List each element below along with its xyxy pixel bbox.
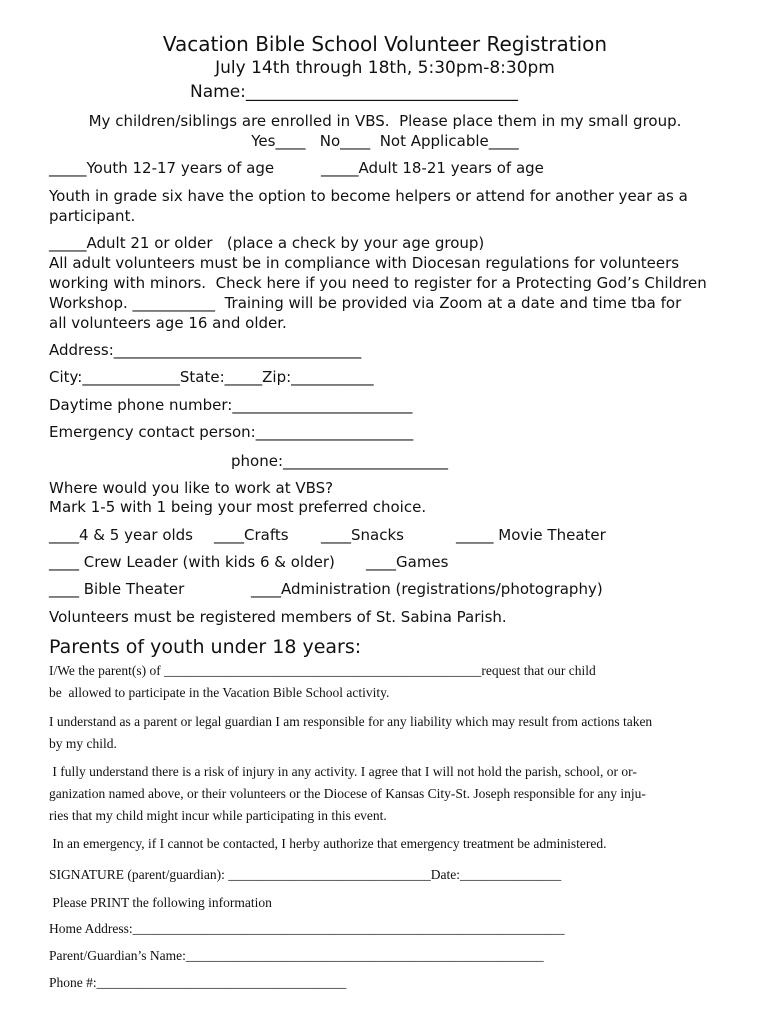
work-question: Where would you like to work at VBS? bbox=[49, 479, 334, 497]
risk-line2: ganization named above, or their volunteers or the Diocese of Kansas City-St. Joseph responsible for any inju- bbox=[49, 786, 646, 801]
parent-request-line2: be allowed to participate in the Vacation Bible School activity. bbox=[49, 685, 390, 700]
risk-line3: ries that my child might incur while participating in this event. bbox=[49, 808, 387, 823]
liability-line2: by my child. bbox=[49, 736, 117, 751]
age-adult-21: _____Adult 21 or older (place a check by your age group) bbox=[49, 234, 485, 252]
city-state-zip-field: City:_____________State:_____Zip:___________ bbox=[49, 368, 374, 386]
form-title: Vacation Bible School Volunteer Registration bbox=[162, 32, 608, 56]
membership-note: Volunteers must be registered members of St. Sabina Parish. bbox=[49, 608, 507, 626]
name-field: Name:________________________________ bbox=[190, 82, 518, 102]
phone-field: Phone #:_____________________________________ bbox=[49, 975, 347, 990]
parents-heading: Parents of youth under 18 years: bbox=[49, 636, 362, 658]
age-adult-18-21: _____Adult 18-21 years of age bbox=[321, 159, 544, 177]
grade-six-note-line1: Youth in grade six have the option to become helpers or attend for another year as a bbox=[49, 187, 688, 205]
grade-six-note-line2: participant. bbox=[49, 207, 136, 225]
work-option-bible-theater: ____ Bible Theater bbox=[49, 580, 185, 598]
enrollment-question: My children/siblings are enrolled in VBS. Please place them in my small group. bbox=[88, 112, 682, 130]
compliance-line1: All adult volunteers must be in compliance with Diocesan regulations for volunteers bbox=[49, 254, 680, 272]
risk-line1: I fully understand there is a risk of injury in any activity. I agree that I will not hold the parish, school, or or- bbox=[49, 764, 637, 779]
guardian-name-field: Parent/Guardian’s Name:_____________________________________________________ bbox=[49, 948, 544, 963]
print-note: Please PRINT the following information bbox=[49, 895, 272, 910]
parent-request-line1: I/We the parent(s) of _______________________________________________request that our child bbox=[49, 663, 596, 678]
work-option-4-5-year-olds: ____4 & 5 year olds bbox=[49, 526, 194, 544]
work-option-movie-theater: _____ Movie Theater bbox=[456, 526, 606, 544]
address-field: Address:_________________________________ bbox=[49, 341, 362, 359]
work-option-snacks: ____Snacks bbox=[321, 526, 404, 544]
compliance-line4: all volunteers age 16 and older. bbox=[49, 314, 287, 332]
emergency-authorization: In an emergency, if I cannot be contacted, I herby authorize that emergency treatment be administered. bbox=[49, 836, 607, 851]
work-instruction: Mark 1-5 with 1 being your most preferred choice. bbox=[49, 498, 427, 516]
liability-line1: I understand as a parent or legal guardian I am responsible for any liability which may result from actions taken bbox=[49, 714, 653, 729]
work-option-crafts: ____Crafts bbox=[214, 526, 289, 544]
compliance-line2: working with minors. Check here if you need to register for a Protecting God’s Children bbox=[49, 274, 707, 292]
daytime-phone-field: Daytime phone number:________________________ bbox=[49, 396, 413, 414]
enrollment-options: Yes____ No____ Not Applicable____ bbox=[251, 132, 519, 150]
event-dates: July 14th through 18th, 5:30pm-8:30pm bbox=[215, 58, 555, 78]
emergency-phone-field: phone:______________________ bbox=[231, 452, 448, 470]
signature-date-field: SIGNATURE (parent/guardian): ______________________________Date:_______________ bbox=[49, 867, 562, 882]
work-option-games: ____Games bbox=[366, 553, 449, 571]
emergency-contact-field: Emergency contact person:_____________________ bbox=[49, 423, 414, 441]
home-address-field: Home Address:________________________________________________________________ bbox=[49, 921, 565, 936]
work-option-crew-leader: ____ Crew Leader (with kids 6 & older) bbox=[49, 553, 335, 571]
compliance-line3: Workshop. ___________ Training will be provided via Zoom at a date and time tba for bbox=[49, 294, 682, 312]
work-option-administration: ____Administration (registrations/photography) bbox=[251, 580, 603, 598]
age-youth-12-17: _____Youth 12-17 years of age bbox=[49, 159, 275, 177]
